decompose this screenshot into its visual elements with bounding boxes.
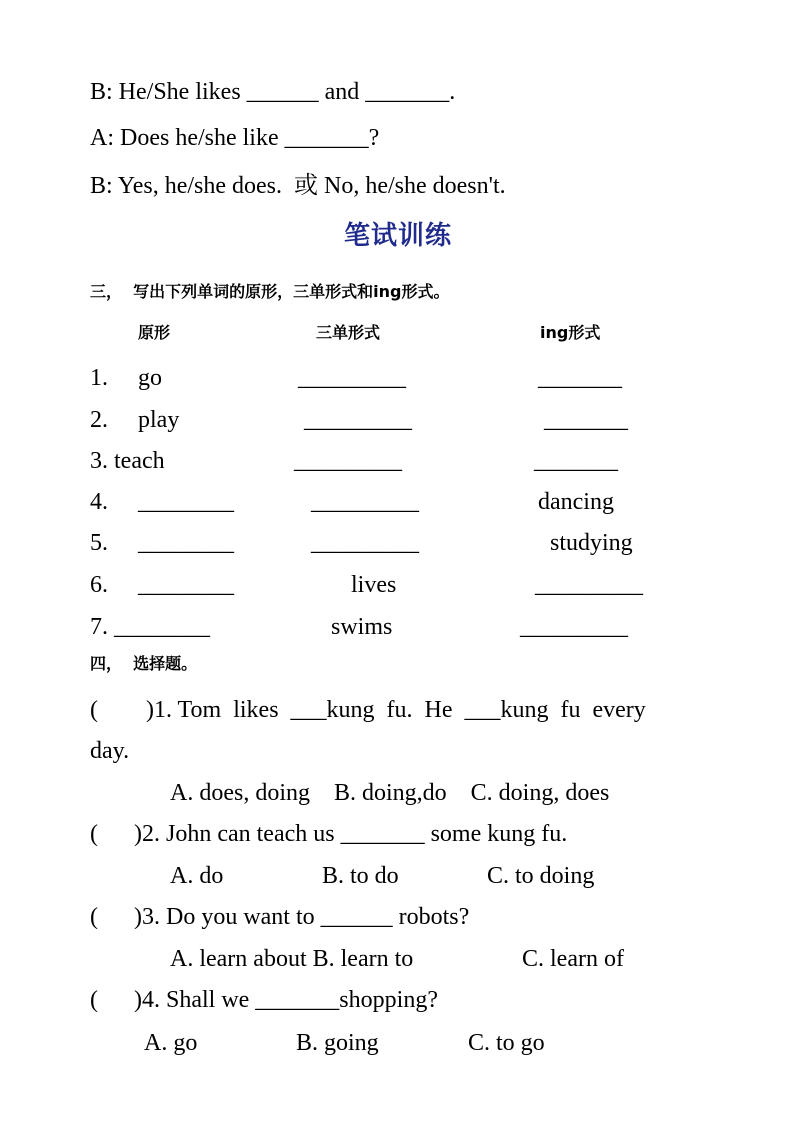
question-4-option-c: C. to go <box>468 1030 545 1056</box>
dialogue-line-1: B: He/She likes ______ and _______. <box>90 79 456 105</box>
question-3-option-ab: A. learn about B. learn to <box>170 946 414 972</box>
question-2-option-a: A. do <box>170 863 224 889</box>
question-4-option-b: B. going <box>296 1030 379 1056</box>
row-4-base: ________ <box>138 489 234 515</box>
row-3-third: _________ <box>294 448 402 474</box>
row-5-third: _________ <box>311 530 419 556</box>
row-7-third: swims <box>331 614 393 640</box>
row-4-num: 4. <box>90 489 108 515</box>
row-5-base: ________ <box>138 530 234 556</box>
question-2-option-b: B. to do <box>322 863 399 889</box>
question-1-line-1: ( )1. Tom likes ___kung fu. He ___kung fu every <box>90 697 646 723</box>
row-2-base: play <box>138 407 180 433</box>
row-6-num: 6. <box>90 572 108 598</box>
col-header-third: 三单形式 <box>316 323 381 342</box>
row-1-num: 1. <box>90 365 108 391</box>
col-header-base: 原形 <box>138 323 171 342</box>
dialogue-line-2: A: Does he/she like _______? <box>90 125 380 151</box>
question-3-option-c: C. learn of <box>522 946 624 972</box>
row-5-ing: studying <box>550 530 633 556</box>
row-6-base: ________ <box>138 572 234 598</box>
row-7-ing: _________ <box>520 614 628 640</box>
section-title: 笔试训练 <box>344 221 453 251</box>
row-3-ing: _______ <box>534 448 618 474</box>
row-6-ing: _________ <box>535 572 643 598</box>
question-2: ( )2. John can teach us _______ some kung fu. <box>90 821 568 847</box>
row-2-ing: _______ <box>544 407 628 433</box>
question-4-option-a: A. go <box>144 1030 198 1056</box>
row-2-third: _________ <box>304 407 412 433</box>
dialogue-line-3: B: Yes, he/she does. 或 No, he/she doesn't. <box>90 173 506 199</box>
row-2-num: 2. <box>90 407 108 433</box>
row-1-base: go <box>138 365 162 391</box>
row-4-third: _________ <box>311 489 419 515</box>
col-header-ing: ing形式 <box>540 323 601 342</box>
question-4: ( )4. Shall we _______shopping? <box>90 987 438 1013</box>
question-1-options: A. does, doing B. doing,do C. doing, does <box>170 780 610 806</box>
question-3: ( )3. Do you want to ______ robots? <box>90 904 470 930</box>
row-4-ing: dancing <box>538 489 614 515</box>
row-1-third: _________ <box>298 365 406 391</box>
row-6-third: lives <box>351 572 397 598</box>
row-3-num: 3. teach <box>90 448 165 474</box>
row-7-num: 7. ________ <box>90 614 210 640</box>
row-1-ing: _______ <box>538 365 622 391</box>
question-1-line-2: day. <box>90 738 130 764</box>
part3-heading: 三， 写出下列单词的原形，三单形式和ing形式。 <box>90 282 450 301</box>
row-5-num: 5. <box>90 530 108 556</box>
part4-heading: 四， 选择题。 <box>90 654 198 673</box>
question-2-option-c: C. to doing <box>487 863 595 889</box>
